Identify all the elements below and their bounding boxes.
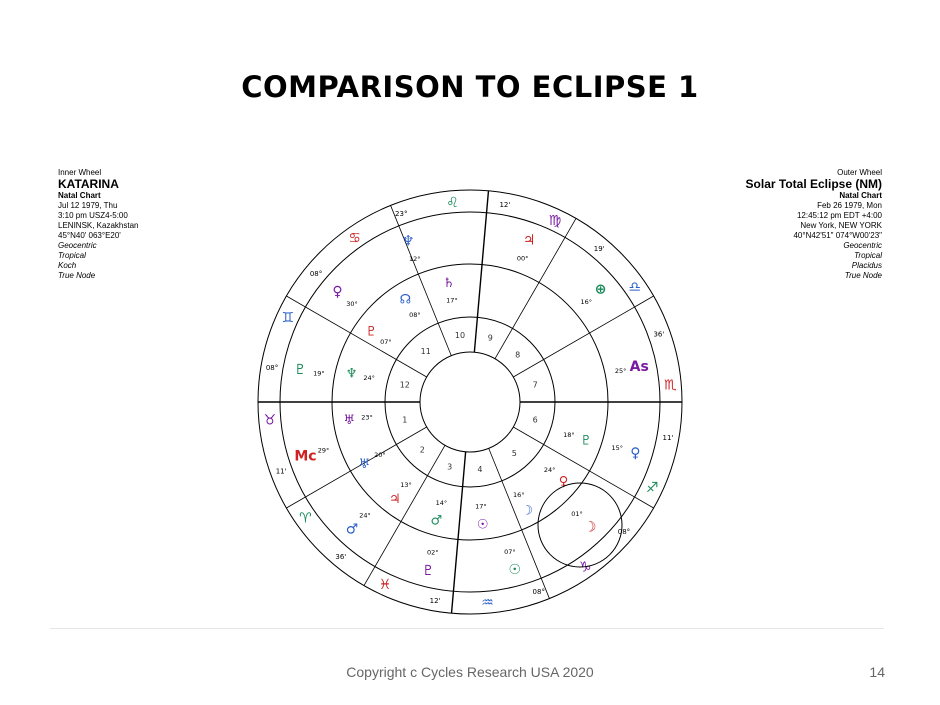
zodiac-sign-glyph: ♈: [299, 510, 312, 527]
house-number-label: 2: [419, 445, 425, 455]
outer-planet-glyph: ☽: [583, 519, 597, 536]
cusp-degree-label: 08°: [532, 587, 545, 596]
inner-planet-glyph: ☉: [476, 517, 489, 533]
zodiac-sign-glyph: ♋: [348, 230, 361, 247]
outer-planet-degree: 02°: [426, 548, 439, 557]
cusp-degree-label: 12': [499, 201, 511, 210]
inner-planet-glyph: ♄: [442, 275, 455, 291]
zodiac-sign-glyph: ♑: [579, 559, 592, 576]
inner-chart-date: Jul 12 1979, Thu: [58, 201, 118, 210]
outer-planet-degree: 15°: [611, 444, 624, 453]
inner-planet-degree: 07°: [380, 337, 392, 346]
cusp-degree-label: 08°: [309, 269, 323, 278]
inner-planet-glyph: ♅: [358, 457, 371, 472]
cusp-degree-label: 08°: [265, 364, 279, 373]
zodiac-sign-glyph: ♉: [263, 412, 277, 429]
zodiac-sign-glyph: ♐: [645, 479, 659, 496]
inner-planet-degree: 17°: [446, 296, 458, 305]
inner-planet-glyph: ♆: [345, 366, 358, 382]
outer-planet-glyph: ♆: [401, 233, 415, 250]
slide-title: COMPARISON TO ECLIPSE 1: [241, 70, 699, 104]
house-cusp-line: [495, 218, 576, 358]
outer-planet-glyph: As: [629, 359, 649, 376]
inner-chart-option: Koch: [58, 261, 77, 270]
outer-planet-glyph: ☉: [508, 562, 522, 579]
house-cusp-line: [452, 452, 466, 613]
outer-planet-degree: 19°: [313, 369, 325, 378]
outer-chart-subtitle: Natal Chart: [839, 191, 882, 200]
house-number-label: 4: [477, 464, 483, 474]
inner-planet-glyph: ♇: [365, 324, 378, 340]
cusp-degree-label: 19': [593, 245, 605, 254]
cusp-degree-label: 08°: [617, 528, 631, 537]
inner-planet-glyph: ♃: [389, 492, 401, 508]
inner-planet-glyph: ♇: [580, 433, 592, 449]
outer-planet-glyph: ♇: [421, 562, 435, 579]
house-number-label: 12: [399, 380, 410, 390]
inner-planet-degree: 14°: [435, 498, 448, 507]
outer-planet-glyph: ♂: [345, 521, 359, 538]
copyright-text: Copyright c Cycles Research USA 2020: [346, 664, 594, 680]
inner-planet-degree: 16°: [513, 490, 525, 499]
cusp-degree-label: 36': [335, 552, 347, 561]
inner-chart-time: 3:10 pm USZ4-5:00: [58, 211, 128, 220]
inner-wheel-info: [58, 168, 138, 281]
outer-planet-glyph: Mc: [294, 448, 317, 465]
inner-chart-option: Geocentric: [58, 241, 97, 250]
house-cusps: [258, 191, 682, 613]
zodiac-sign-glyph: ♎: [628, 279, 641, 296]
outer-chart-option: Geocentric: [843, 241, 882, 250]
inner-planet-glyph: ☊: [399, 292, 412, 308]
outer-chart-name: Solar Total Eclipse (NM): [745, 177, 882, 191]
inner-planet-degree: 24°: [543, 465, 556, 474]
inner-chart-option: Tropical: [58, 251, 86, 260]
outer-planet-glyph: ♃: [522, 232, 536, 249]
zodiac-sign-glyph: ♏: [663, 377, 677, 394]
inner-planet-degree: 18°: [563, 431, 575, 440]
outer-planet-degree: 00°: [516, 254, 529, 263]
hub-circle: [420, 352, 520, 452]
footer-divider: [50, 628, 884, 629]
inner-chart-option: True Node: [58, 271, 96, 280]
outer-planet-glyph: ♀: [630, 445, 641, 462]
zodiac-sign-glyph: ♒: [481, 595, 494, 612]
outer-planet-degree: 01°: [571, 509, 583, 518]
house-number-label: 6: [532, 415, 538, 425]
outer-chart-option: True Node: [844, 271, 882, 280]
cusp-degree-label: 23°: [395, 210, 408, 219]
outer-planet-degree: 24°: [359, 511, 371, 520]
zodiac-sign-glyph: ♌: [446, 194, 459, 211]
cusp-degree-label: 36': [653, 330, 665, 339]
house-number-label: 1: [402, 415, 408, 425]
slide-number: 14: [869, 664, 885, 680]
outer-wheel-label: Outer Wheel: [837, 168, 882, 177]
house-cusp-line: [286, 427, 426, 508]
house-number-label: 11: [420, 347, 431, 357]
outer-wheel-info: [746, 168, 882, 281]
eclipse-highlight-circle: [538, 483, 622, 567]
house-number-label: 10: [454, 331, 466, 341]
inner-chart-place: LENINSK, Kazakhstan: [58, 221, 139, 230]
inner-planet-degree: 13°: [400, 480, 412, 489]
inner-planet-degree: 23°: [361, 413, 373, 422]
house-number-label: 5: [511, 448, 517, 458]
inner-chart-subtitle: Natal Chart: [58, 191, 101, 200]
zodiac-sign-glyph: ♊: [281, 310, 295, 327]
outer-planet-glyph: ♇: [293, 361, 307, 378]
outer-planet-glyph: ♀: [332, 283, 343, 300]
inner-wheel-label: Inner Wheel: [58, 168, 102, 177]
house-cusp-line: [286, 296, 426, 377]
cusp-degree-label: 12': [429, 596, 441, 605]
outer-chart-coords: 40°N42'51" 074°W00'23": [793, 231, 882, 240]
outer-chart-place: New York, NEW YORK: [800, 221, 882, 230]
zodiac-sign-glyph: ♓: [378, 577, 392, 594]
outer-chart-date: Feb 26 1979, Mon: [817, 201, 882, 210]
outer-planet-glyph: ⊕: [594, 281, 607, 298]
zodiac-sign-glyph: ♍: [548, 212, 562, 229]
outer-chart-time: 12:45:12 pm EDT +4:00: [796, 211, 882, 220]
inner-chart-coords: 45°N40' 063°E20': [58, 231, 121, 240]
inner-planet-glyph: ♅: [343, 412, 356, 428]
inner-planet-degree: 20°: [374, 451, 386, 459]
inner-chart-name: KATARINA: [58, 177, 119, 191]
outer-chart-option: Placidus: [851, 261, 882, 270]
outer-chart-option: Tropical: [854, 251, 882, 260]
inner-planet-glyph: ♂: [430, 513, 443, 529]
house-number-label: 3: [447, 462, 453, 472]
inner-planet-degree: 08°: [409, 310, 421, 319]
outer-planet-degree: 12°: [409, 255, 421, 264]
house-number-label: 9: [487, 333, 493, 343]
outer-planet-degree: 29°: [317, 446, 330, 455]
cusp-degree-label: 11': [662, 433, 674, 442]
house-number-label: 8: [515, 350, 521, 360]
inner-planet-degree: 17°: [475, 502, 487, 511]
cusp-degree-label: 11': [275, 467, 287, 476]
outer-planet-degree: 30°: [346, 300, 358, 309]
outer-planet-degree: 16°: [580, 297, 592, 306]
inner-planet-degree: 24°: [363, 373, 375, 382]
outer-planet-degree: 25°: [614, 366, 627, 375]
house-number-label: 7: [532, 380, 538, 390]
bi-wheel-chart: [245, 185, 695, 620]
inner-planet-glyph: ♀: [558, 474, 569, 490]
outer-planet-degree: 07°: [504, 547, 516, 556]
inner-planet-glyph: ☽: [521, 503, 534, 519]
house-cusp-line: [474, 191, 488, 352]
